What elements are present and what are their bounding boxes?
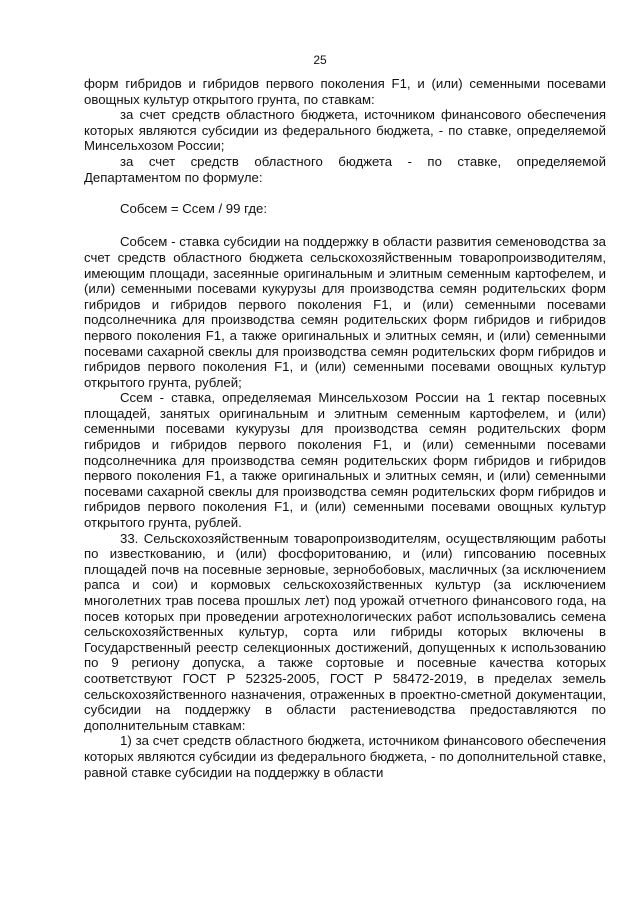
- paragraph-definition-ssem: Ссем - ставка, определяемая Минсельхозом России на 1 гектар посевных площадей, занятых оригинальным и элитным семенным картофелем, и (или) семенными посевами кукурузы для производства семян родительских форм гибридов и гибридов первого поколения F1, и (или) семенными посевами подсолнечника для производства семян родительских форм гибридов и гибридов первого поколения F1, а также оригинальных и элитных семян, и (или) семенными посевами сахарной свеклы для производства семян родительских форм гибридов и гибридов первого поколения F1, и (или) семенными посевами овощных культур открытого грунта, рублей.: [84, 390, 606, 531]
- paragraph-federal-rate: за счет средств областного бюджета, источником финансового обеспечения которых являются субсидии из федерального бюджета, - по ставке, определяемой Минсельхозом России;: [84, 107, 606, 154]
- spacer: [84, 185, 606, 201]
- paragraph-definition-sobsem: Собсем - ставка субсидии на поддержку в области развития семеноводства за счет средств областного бюджета сельскохозяйственным товаропроизводителям, имеющим площади, засеянные оригинальным и элитным семенным картофелем, и (или) семенными посевами кукурузы для производства семян родительских форм гибридов и гибридов первого поколения F1, и (или) семенными посевами подсолнечника для производства семян родительских форм гибридов и гибридов первого поколения F1, а также оригинальных и элитных семян, и (или) семенными посевами сахарной свеклы для производства семян родительских форм гибридов и гибридов первого поколения F1, и (или) семенными посевами овощных культур открытого грунта, рублей;: [84, 234, 606, 390]
- paragraph-item-33: 33. Сельскохозяйственным товаропроизводителям, осуществляющим работы по известкованию, и (или) фосфоритованию, и (или) гипсованию посевных площадей почв на посевные зерновые, зернобобовых, масличных (за исключением рапса и сои) и кормовых сельскохозяйственных культур (за исключением многолетних трав посева прошлых лет) под урожай отчетного финансового года, на посев которых при проведении агротехнологических работ использовались семена сельскохозяйственных культур, сорта или гибриды которых включены в Государственный реестр селекционных достижений, допущенных к использованию по 9 региону допуска, а также сортовые и посевные качества которых соответствуют ГОСТ Р 52325-2005, ГОСТ Р 58472-2019, в пределах земель сельскохозяйственного назначения, отраженных в проектно-сметной документации, субсидии на поддержку в области растениеводства предоставляются по дополнительным ставкам:: [84, 530, 606, 733]
- page-number: 25: [313, 53, 327, 67]
- formula: Собсем = Ссем / 99 где:: [120, 200, 268, 216]
- paragraph-regional-rate: за счет средств областного бюджета - по ставке, определяемой Департаментом по формуле:: [84, 153, 606, 185]
- paragraph-subitem-1: 1) за счет средств областного бюджета, источником финансового обеспечения которых являются субсидии из федерального бюджета, - по дополнительной ставке, равной ставке субсидии на поддержку в области: [84, 733, 606, 780]
- spacer: [84, 216, 606, 234]
- document-body: [84, 76, 606, 780]
- paragraph-continuation: форм гибридов и гибридов первого поколения F1, и (или) семенными посевами овощных культур открытого грунта, по ставкам:: [84, 76, 606, 107]
